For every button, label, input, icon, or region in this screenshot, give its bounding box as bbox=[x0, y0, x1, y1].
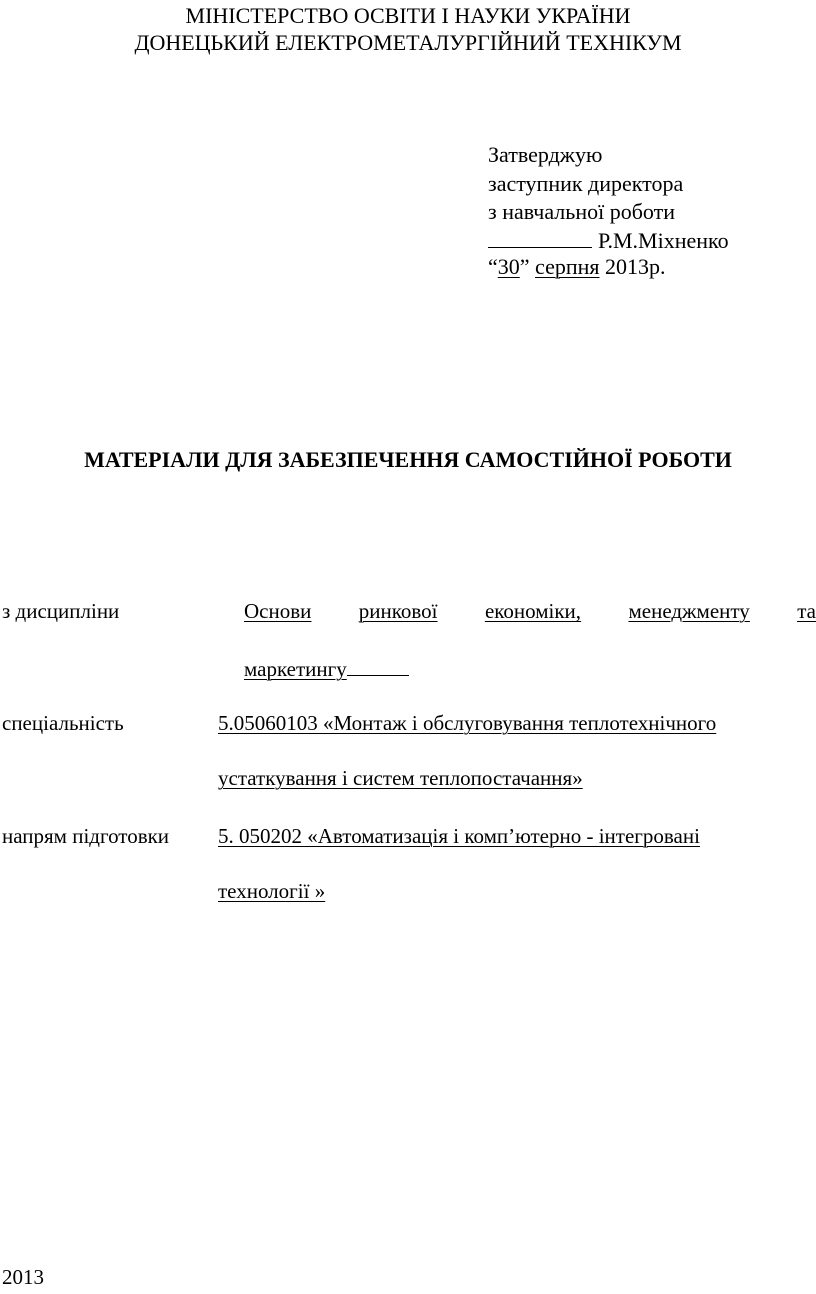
approval-position-detail: з навчальної роботи bbox=[488, 199, 675, 224]
approval-title: Затверджую bbox=[488, 142, 603, 167]
specialty-value-line-2: устаткування і систем теплопостачання» bbox=[218, 766, 583, 790]
date-quote-open: “ bbox=[488, 254, 498, 279]
college-heading: ДОНЕЦЬКИЙ ЕЛЕКТРОМЕТАЛУРГІЙНИЙ ТЕХНІКУМ bbox=[134, 30, 682, 55]
direction-value-line-2: технології » bbox=[218, 879, 326, 903]
direction-label: напрям підготовки bbox=[2, 824, 170, 848]
discipline-word: менеджменту bbox=[628, 599, 750, 623]
discipline-word: економіки, bbox=[484, 599, 582, 623]
specialty-value-line-1: 5.05060103 «Монтаж і обслуговування теплотехнічного bbox=[218, 711, 717, 735]
discipline-value-line-1 bbox=[244, 598, 816, 624]
discipline-value-line-2 bbox=[244, 655, 409, 682]
discipline-value-text: маркетингу bbox=[244, 657, 347, 681]
signature-blank bbox=[488, 229, 592, 248]
approval-signer: Р.М.Міхненко bbox=[598, 228, 729, 253]
ministry-heading: МІНІСТЕРСТВО ОСВІТИ І НАУКИ УКРАЇНИ bbox=[185, 3, 631, 28]
approval-position: заступник директора bbox=[488, 171, 684, 196]
discipline-tail-blank bbox=[347, 655, 409, 676]
approval-date bbox=[488, 254, 666, 280]
footer-year: 2013 bbox=[2, 1265, 44, 1289]
date-year: 2013р. bbox=[605, 254, 666, 279]
approval-signature-line bbox=[488, 228, 729, 254]
direction-value-line-1: 5. 050202 «Автоматизація і комп’ютерно - інтегровані bbox=[218, 824, 700, 848]
date-day: 30 bbox=[497, 254, 520, 279]
discipline-word: та bbox=[797, 599, 816, 623]
discipline-word: ринкової bbox=[358, 599, 438, 623]
specialty-label: спеціальність bbox=[2, 711, 124, 735]
document-title: МАТЕРІАЛИ ДЛЯ ЗАБЕЗПЕЧЕННЯ САМОСТІЙНОЇ РОБОТИ bbox=[84, 447, 732, 472]
date-month: серпня bbox=[535, 254, 600, 279]
discipline-word: Основи bbox=[244, 599, 312, 623]
date-quote-close: ” bbox=[519, 254, 530, 279]
discipline-label: з дисципліни bbox=[2, 599, 120, 623]
